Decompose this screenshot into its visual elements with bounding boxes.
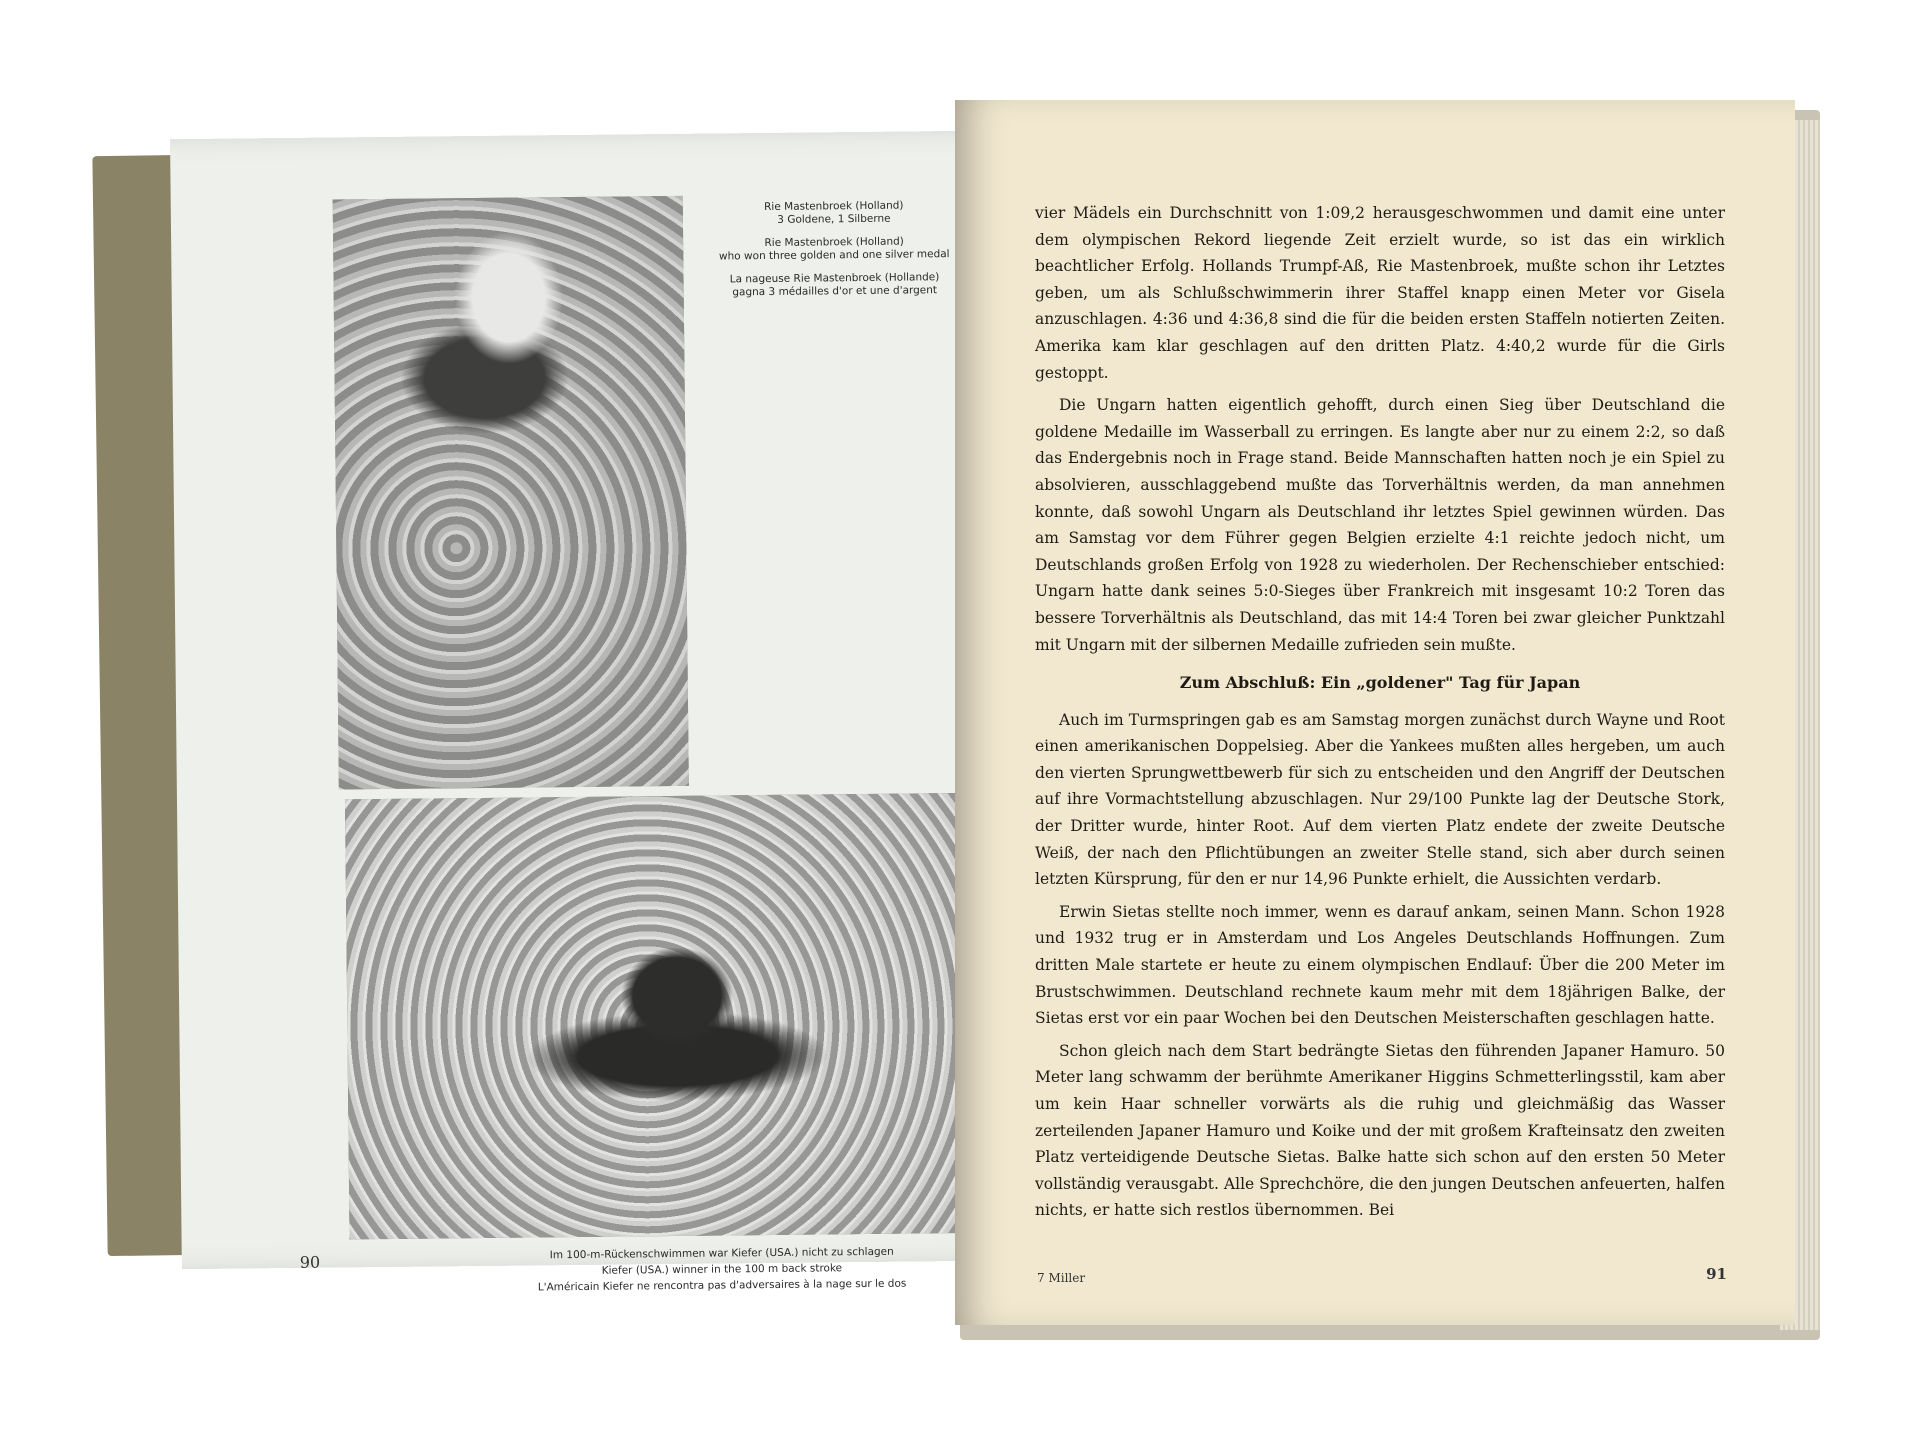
body-text xyxy=(1035,200,1725,1230)
caption-line: L'Américain Kiefer ne rencontra pas d'adversaires à la nage sur le dos xyxy=(537,1277,907,1294)
caption-line: Rie Mastenbroek (Holland) xyxy=(764,199,904,213)
paragraph: Die Ungarn hatten eigentlich gehofft, durch einen Sieg über Deutschland die goldene Medaille im Wasserball zu erringen. Es langte aber nur zu einem 2:2, so daß das Endergebnis noch in Frage stand. Beide Mannschaften hatten noch je ein Spiel zu absolvieren, ausschlaggebend mußte das Torverhältnis werden, da man annehmen konnte, daß sowohl Ungarn als Deutschland ihr letztes Spiel gewinnen würden. Das am Samstag vor dem Führer gegen Belgien erzielte 4:1 reichte jedoch nicht, um Deutschlands großen Erfolg von 1928 zu wiederholen. Der Rechenschieber entschied: Ungarn hatte dank seines 5:0-Sieges über Frankreich mit insgesamt 10:2 Toren das bessere Torverhältnis als Deutschland, das mit 14:4 Toren bei zwar gleicher Punktzahl mit Ungarn mit der silbernen Medaille zufrieden sein mußte. xyxy=(1035,396,1725,654)
caption-line: La nageuse Rie Mastenbroek (Hollande) xyxy=(729,271,940,286)
section-heading: Zum Abschluß: Ein „goldener" Tag für Japan xyxy=(1179,673,1581,693)
caption-top xyxy=(699,199,970,310)
open-book xyxy=(100,100,1820,1360)
caption-line: 3 Goldene, 1 Silberne xyxy=(777,212,891,226)
right-page xyxy=(955,100,1795,1325)
caption-bottom xyxy=(442,1243,1002,1297)
swimmer-photo-kiefer xyxy=(345,793,1008,1240)
paragraph: Schon gleich nach dem Start bedrängte Sietas den führenden Japaner Hamuro. 50 Meter lang schwamm der berühmte Amerikaner Higgins Schmetterlingsstil, kam aber um kein Haar schneller vorwärts als die ruhig und gleichmäßig das Wasser zerteilenden Japaner Hamuro und Koike und der mit großem Krafteinsatz den zweiten Platz verteidigende Deutsche Sietas. Balke hatte sich schon auf den ersten 50 Meter vollständig verausgabt. Alle Sprechchöre, die den jungen Deutschen anfeuerten, halfen nichts, er hatte sich restlos übernommen. Bei xyxy=(1035,1041,1725,1220)
paragraph: Auch im Turmspringen gab es am Samstag morgen zunächst durch Wayne und Root einen amerikanischen Doppelsieg. Aber die Yankees mußten alles hergeben, um auch den vierten Sprungwettbewerb für sich zu entscheiden und den Angriff der Deutschen auf ihre Vormachtstellung abzuschlagen. Nur 29/100 Punkte lag der Deutsche Stork, der Dritter wurde, hinter Root. Auf dem vierten Platz endete der zweite Deutsche Weiß, der nach den Pflichtübungen an zweiter Stelle stand, sich aber durch seinen letzten Kürsprung, für den er nur 14,96 Punkte erhielt, die Aussichten verdarb. xyxy=(1035,710,1725,889)
page-number-right: 91 xyxy=(1706,1265,1727,1283)
caption-line: Kiefer (USA.) winner in the 100 m back stroke xyxy=(601,1262,843,1277)
caption-line: Im 100-m-Rückenschwimmen war Kiefer (USA.) nicht zu schlagen xyxy=(549,1245,894,1262)
printer-signature: 7 Miller xyxy=(1037,1271,1086,1285)
caption-line: Rie Mastenbroek (Holland) xyxy=(764,235,904,249)
page-number-left: 90 xyxy=(299,1252,321,1272)
paragraph: Erwin Sietas stellte noch immer, wenn es darauf ankam, seinen Mann. Schon 1928 und 1932 trug er in Amsterdam und Los Angeles Deutschlands Hoffnungen. Zum dritten Male startete er heute zu einem olympischen Endlauf: Über die 200 Meter im Brustschwimmen. Deutschland rechnete kaum mehr mit dem 18jährigen Balke, der Sietas erst vor ein paar Wochen bei den Deutschen Meisterschaften geschlagen hatte. xyxy=(1035,902,1725,1028)
paragraph: vier Mädels ein Durchschnitt von 1:09,2 herausgeschwommen und damit eine unter dem olympischen Rekord liegende Zeit erzielt wurde, so ist das ein wirklich beachtlicher Erfolg. Hollands Trumpf-Aß, Rie Mastenbroek, mußte schon ihr Letztes geben, um als Schlußschwimmerin ihrer Staffel knapp einen Meter vor Gisela anzuschlagen. 4:36 und 4:36,8 sind die für die beiden ersten Staffeln notierten Zeiten. Amerika kam klar geschlagen auf den dritten Platz. 4:40,2 wurde für die Girls gestoppt. xyxy=(1035,204,1725,382)
caption-line: gagna 3 médailles d'or et une d'argent xyxy=(732,284,938,299)
swimmer-photo-mastenbroek xyxy=(333,196,689,790)
caption-line: who won three golden and one silver medal xyxy=(718,248,950,263)
